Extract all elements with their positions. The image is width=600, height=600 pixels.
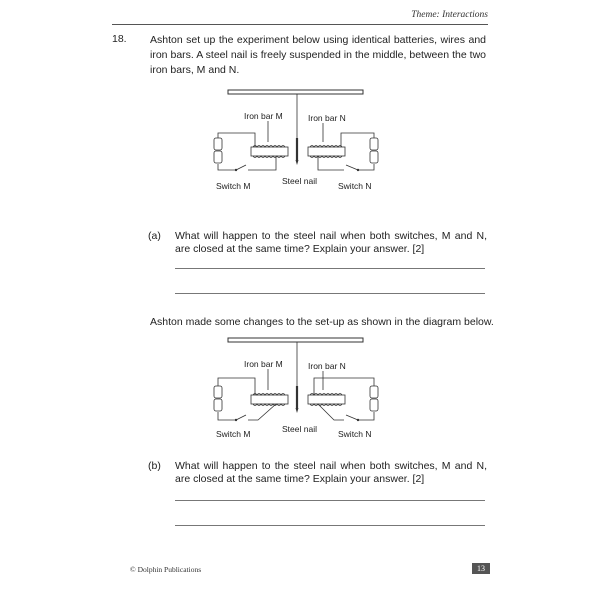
steel-nail-icon: [296, 138, 299, 165]
battery-m-icon: [214, 386, 222, 411]
answer-line[interactable]: [175, 500, 485, 501]
iron-bar-n-coil-icon: [308, 146, 345, 158]
part-a-label: (a): [148, 230, 161, 242]
suspension-bar: [228, 338, 363, 342]
header-rule: [112, 24, 488, 25]
answer-line[interactable]: [175, 293, 485, 294]
label-steel-nail: Steel nail: [282, 176, 317, 186]
label-iron-bar-m: Iron bar M: [244, 359, 283, 369]
label-switch-n: Switch N: [338, 181, 372, 191]
part-b-label: (b): [148, 460, 161, 472]
label-switch-n: Switch N: [338, 429, 372, 439]
label-iron-bar-n: Iron bar N: [308, 113, 346, 123]
steel-nail-icon: [296, 386, 299, 413]
label-switch-m: Switch M: [216, 181, 251, 191]
circuit-diagram-1: [196, 88, 396, 198]
label-switch-m: Switch M: [216, 429, 251, 439]
battery-n-icon: [370, 386, 378, 411]
label-iron-bar-m: Iron bar M: [244, 111, 283, 121]
battery-m-icon: [214, 138, 222, 163]
iron-bar-n-coil-icon: [308, 394, 345, 406]
suspension-bar: [228, 90, 363, 94]
answer-line[interactable]: [175, 268, 485, 269]
battery-n-icon: [370, 138, 378, 163]
circuit-diagram-2: [196, 336, 396, 446]
changes-text: Ashton made some changes to the set-up as shown in the diagram below.: [150, 316, 494, 328]
page-number: 13: [472, 563, 490, 574]
question-intro: Ashton set up the experiment below using identical batteries, wires and iron bars. A steel nail is freely suspended in the middle, between the two iron bars, M and N.: [150, 34, 486, 76]
part-a-text: What will happen to the steel nail when both switches, M and N, are closed at the same time? Explain your answer. [2]: [175, 230, 487, 255]
part-b-text: What will happen to the steel nail when both switches, M and N, are closed at the same time? Explain your answer. [2]: [175, 460, 487, 485]
iron-bar-m-coil-icon: [251, 394, 288, 406]
label-iron-bar-n: Iron bar N: [308, 361, 346, 371]
answer-line[interactable]: [175, 525, 485, 526]
iron-bar-m-coil-icon: [251, 146, 288, 158]
label-steel-nail: Steel nail: [282, 424, 317, 434]
publisher-footer: © Dolphin Publications: [130, 565, 202, 574]
question-number: 18.: [112, 33, 127, 45]
theme-header: Theme: Interactions: [411, 10, 488, 20]
